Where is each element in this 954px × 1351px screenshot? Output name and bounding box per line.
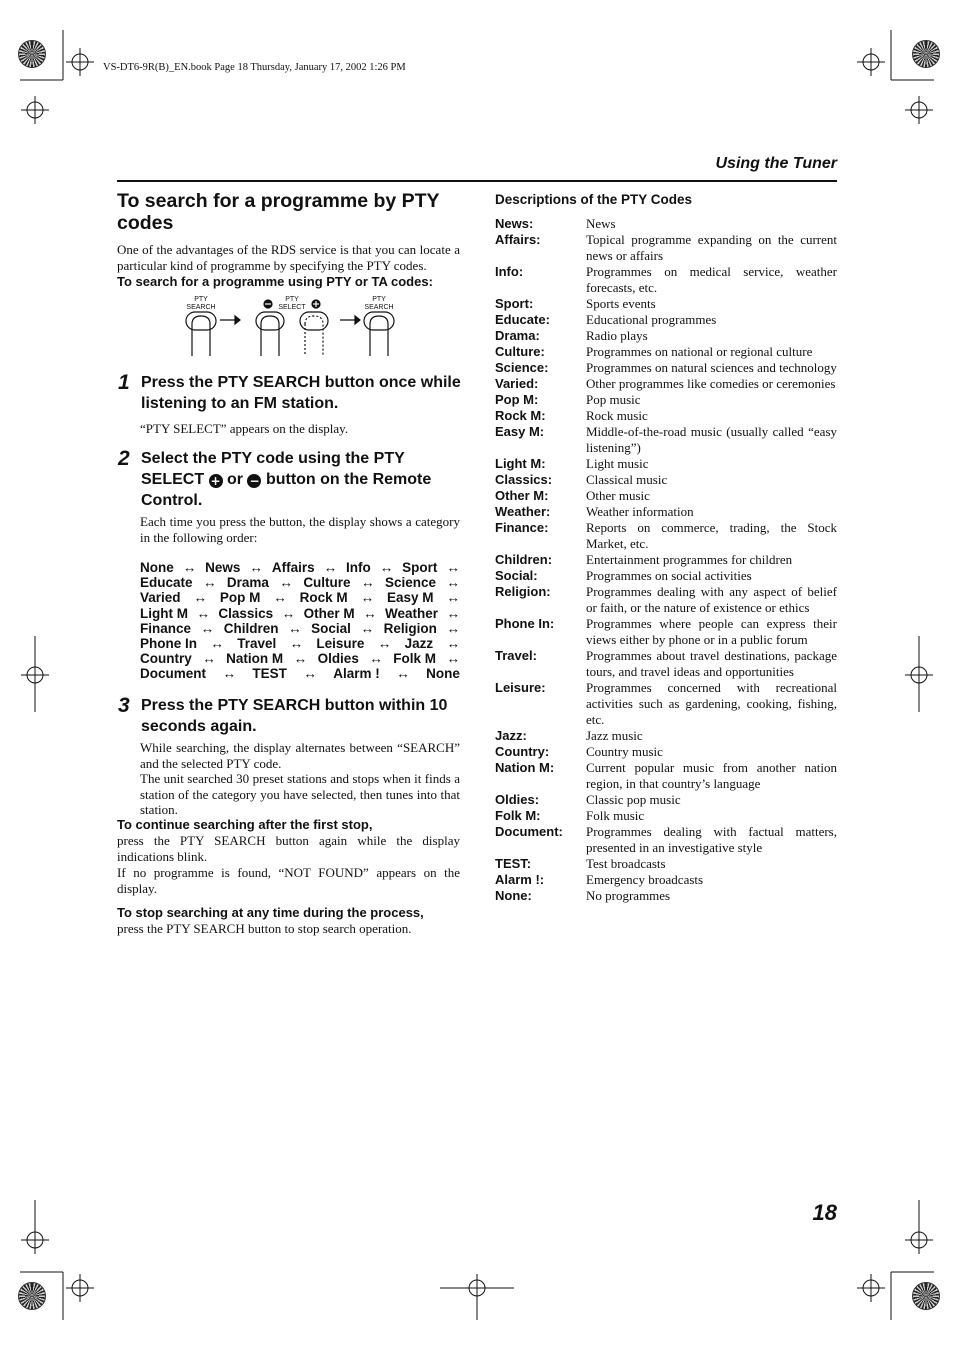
continue-text-1: press the PTY SEARCH button again while the display indications blink. <box>117 833 460 864</box>
description-term: Oldies: <box>495 792 540 807</box>
sequence-item: Light M <box>140 605 188 621</box>
bidirectional-arrow-icon: ↔ <box>202 575 217 591</box>
description-term: Science: <box>495 360 549 375</box>
sequence-item: Children <box>223 620 279 636</box>
description-definition: Programmes on social activities <box>586 568 752 583</box>
button-sequence-figure <box>180 294 400 358</box>
description-row <box>495 616 837 648</box>
sequence-item: Other M <box>303 605 355 621</box>
bidirectional-arrow-icon: ↔ <box>303 666 317 682</box>
bidirectional-arrow-icon: ↔ <box>182 560 197 575</box>
description-term: Children: <box>495 552 553 567</box>
bidirectional-arrow-icon: ↔ <box>377 636 392 652</box>
description-term: Travel: <box>495 648 537 663</box>
description-term: Weather: <box>495 504 551 519</box>
color-dial-mark <box>18 40 46 68</box>
description-term: News: <box>495 216 534 231</box>
sequence-item: Educate <box>140 575 193 591</box>
sequence-line <box>140 666 460 681</box>
step-2-title-a: Select the PTY code using the PTY SELECT <box>141 450 405 488</box>
continue-head: To continue searching after the first stop, <box>117 817 373 832</box>
description-term: Educate: <box>495 312 550 327</box>
description-row <box>495 488 837 504</box>
bidirectional-arrow-icon: ↔ <box>279 575 293 591</box>
description-row <box>495 520 837 552</box>
description-term: Jazz: <box>495 728 527 743</box>
description-definition: Programmes dealing with factual matters, presented in an investigative style <box>586 824 837 855</box>
sequence-item: Religion <box>383 620 437 636</box>
step-3-number: 3 <box>118 694 130 717</box>
step-2-text: Each time you press the button, the display shows a category in the following order: <box>140 514 460 545</box>
step-3-title: Press the PTY SEARCH button within 10 seconds again. <box>141 697 448 735</box>
description-definition: Programmes where people can express their views either by phone or in a public forum <box>586 616 837 647</box>
description-term: Sport: <box>495 296 534 311</box>
description-term: Leisure: <box>495 680 546 695</box>
sequence-item: None <box>140 560 174 575</box>
bidirectional-arrow-icon: ↔ <box>196 605 210 621</box>
description-definition: Current popular music from another nation region, in that country’s language <box>586 760 837 791</box>
description-term: Document: <box>495 824 563 839</box>
sequence-line <box>140 575 460 590</box>
bidirectional-arrow-icon: ↔ <box>281 605 296 621</box>
sequence-item: Leisure <box>316 636 365 652</box>
description-definition: Classic pop music <box>586 792 681 807</box>
description-definition: Other music <box>586 488 650 503</box>
description-row <box>495 232 837 264</box>
sequence-item: Classics <box>218 605 274 621</box>
description-definition: Radio plays <box>586 328 648 343</box>
stop-head: To stop searching at any time during the process, <box>117 905 424 920</box>
descriptions-title: Descriptions of the PTY Codes <box>495 192 693 207</box>
description-term: Affairs: <box>495 232 541 247</box>
bidirectional-arrow-icon: ↔ <box>446 636 460 652</box>
step-1-text: “PTY SELECT” appears on the display. <box>140 421 349 436</box>
bidirectional-arrow-icon: ↔ <box>446 575 460 591</box>
bidirectional-arrow-icon: ↔ <box>293 651 308 667</box>
description-definition: Country music <box>586 744 663 759</box>
description-definition: Programmes about travel destinations, package tours, and travel ideas and opportunities <box>586 648 837 679</box>
sequence-line <box>140 651 460 666</box>
description-term: Country: <box>495 744 550 759</box>
description-row <box>495 808 837 824</box>
sequence-item: Document <box>140 666 207 682</box>
pty-ta-subhead: To search for a programme using PTY or TA codes: <box>117 274 433 289</box>
description-definition: Educational programmes <box>586 312 717 327</box>
description-row <box>495 264 837 296</box>
description-term: Other M: <box>495 488 549 503</box>
step-2-title-or: or <box>227 471 244 488</box>
sequence-line <box>140 606 460 621</box>
description-definition: Programmes concerned with recreational activities such as gardening, cooking, fishing, etc. <box>586 680 837 727</box>
section-header: Using the Tuner <box>715 155 837 172</box>
sequence-item: Jazz <box>404 636 434 652</box>
bidirectional-arrow-icon: ↔ <box>273 590 287 606</box>
sequence-item: Country <box>140 651 192 667</box>
description-definition: Entertainment programmes for children <box>586 552 793 567</box>
sequence-line <box>140 636 460 651</box>
description-row <box>495 408 837 424</box>
pty-sequence <box>140 560 460 682</box>
page-number: 18 <box>812 1200 837 1225</box>
description-row <box>495 360 837 376</box>
sequence-item: Sport <box>402 560 438 575</box>
description-definition: Weather information <box>586 504 694 519</box>
description-term: Pop M: <box>495 392 539 407</box>
sequence-item: Info <box>346 560 371 575</box>
bidirectional-arrow-icon: ↔ <box>446 605 460 621</box>
bidirectional-arrow-icon: ↔ <box>446 620 460 636</box>
description-row <box>495 504 837 520</box>
book-info: VS-DT6-9R(B)_EN.book Page 18 Thursday, January 17, 2002 1:26 PM <box>103 62 406 73</box>
bidirectional-arrow-icon: ↔ <box>222 666 236 682</box>
figure-label-pty: PTY <box>372 296 386 303</box>
bidirectional-arrow-icon: ↔ <box>289 636 304 652</box>
sequence-item: Varied <box>140 590 181 606</box>
description-row <box>495 296 837 312</box>
description-definition: Folk music <box>586 808 645 823</box>
sequence-item: Finance <box>140 620 192 636</box>
description-row <box>495 744 837 760</box>
sequence-line <box>140 621 460 636</box>
sequence-item: Folk M <box>393 651 436 667</box>
bidirectional-arrow-icon: ↔ <box>361 575 375 591</box>
description-term: Rock M: <box>495 408 546 423</box>
description-row <box>495 376 837 392</box>
description-definition: Emergency broadcasts <box>586 872 704 887</box>
bidirectional-arrow-icon: ↔ <box>396 666 410 682</box>
color-dial-mark <box>912 40 940 68</box>
sequence-item: Weather <box>385 605 439 621</box>
sequence-item: Easy M <box>386 590 434 606</box>
sequence-item: Oldies <box>317 651 359 667</box>
minus-icon: − <box>249 474 260 488</box>
description-term: Folk M: <box>495 808 541 823</box>
description-definition: Rock music <box>586 408 648 423</box>
bidirectional-arrow-icon: ↔ <box>193 590 207 606</box>
description-row <box>495 552 837 568</box>
bidirectional-arrow-icon: ↔ <box>363 605 377 621</box>
description-row <box>495 872 837 888</box>
description-row <box>495 760 837 792</box>
intro-paragraph <box>117 242 460 290</box>
description-term: Light M: <box>495 456 546 471</box>
continue-text-2: If no programme is found, “NOT FOUND” appears on the display. <box>117 865 460 896</box>
color-dial-mark <box>912 1282 940 1310</box>
plus-icon: + <box>210 474 221 488</box>
description-definition: Other programmes like comedies or ceremonies <box>586 376 836 391</box>
header-rule <box>117 180 837 182</box>
bidirectional-arrow-icon: ↔ <box>379 560 394 575</box>
sequence-item: Pop M <box>219 590 261 606</box>
step-2-title <box>141 448 461 511</box>
sequence-item: Drama <box>226 575 269 591</box>
description-definition: Topical programme expanding on the current news or affairs <box>586 232 837 263</box>
bidirectional-arrow-icon: ↔ <box>446 560 460 575</box>
description-term: None: <box>495 888 532 903</box>
bidirectional-arrow-icon: ↔ <box>369 651 383 667</box>
sequence-item: Culture <box>303 575 351 591</box>
figure-label-select: SELECT <box>278 304 306 311</box>
description-term: Info: <box>495 264 524 279</box>
step-3-text-1: While searching, the display alternates between “SEARCH” and the selected PTY code. <box>140 740 460 771</box>
description-row <box>495 216 837 232</box>
description-term: Alarm !: <box>495 872 545 887</box>
description-row <box>495 584 837 616</box>
description-term: Culture: <box>495 344 545 359</box>
step-3-text-2: The unit searched 30 preset stations and stops when it finds a station of the category you have selected, then tunes into that station. <box>140 771 460 817</box>
sequence-item: None <box>426 666 460 682</box>
description-term: Phone In: <box>495 616 555 631</box>
sequence-item: Social <box>311 620 351 636</box>
description-row <box>495 856 837 872</box>
bidirectional-arrow-icon: ↔ <box>288 620 302 636</box>
description-definition: Programmes on medical service, weather forecasts, etc. <box>586 264 837 295</box>
description-definition: No programmes <box>586 888 671 903</box>
description-term: Classics: <box>495 472 553 487</box>
description-definition: Sports events <box>586 296 656 311</box>
color-dial-mark <box>18 1282 46 1310</box>
step-1-number: 1 <box>118 371 130 394</box>
description-row <box>495 456 837 472</box>
sequence-item: Affairs <box>271 560 315 575</box>
sequence-item: Science <box>384 575 436 591</box>
description-definition: News <box>586 216 616 231</box>
description-row <box>495 824 837 856</box>
step-2-number: 2 <box>118 447 130 470</box>
figure-label-pty: PTY <box>285 296 299 303</box>
sequence-item: Travel <box>237 636 277 652</box>
bidirectional-arrow-icon: ↔ <box>446 590 460 606</box>
description-row <box>495 728 837 744</box>
page-title: To search for a programme by PTY codes <box>117 190 440 234</box>
description-row <box>495 328 837 344</box>
description-definition: Middle-of-the-road music (usually called “easy listening”) <box>586 424 837 455</box>
sequence-item: Rock M <box>299 590 348 606</box>
bidirectional-arrow-icon: ↔ <box>249 560 263 575</box>
sequence-item: Phone In <box>140 636 197 652</box>
bidirectional-arrow-icon: ↔ <box>200 620 215 636</box>
description-term: Easy M: <box>495 424 545 439</box>
description-row <box>495 888 837 904</box>
description-row <box>495 648 837 680</box>
description-term: Finance: <box>495 520 549 535</box>
sequence-item: TEST <box>252 666 287 682</box>
description-row <box>495 568 837 584</box>
description-definition: Jazz music <box>586 728 643 743</box>
description-row <box>495 472 837 488</box>
bidirectional-arrow-icon: ↔ <box>360 620 375 636</box>
bidirectional-arrow-icon: ↔ <box>446 651 460 667</box>
figure-label-search: SEARCH <box>186 304 216 311</box>
sequence-item: Nation M <box>226 651 284 667</box>
pty-descriptions-list <box>495 216 837 904</box>
description-row <box>495 392 837 408</box>
intro-text: One of the advantages of the RDS service is that you can locate a particular kind of programme by specifying the PTY codes. <box>117 242 460 273</box>
description-definition: Pop music <box>586 392 641 407</box>
figure-label-search: SEARCH <box>364 304 394 311</box>
description-definition: Programmes on natural sciences and technology <box>586 360 837 375</box>
sequence-line <box>140 590 460 605</box>
description-definition: Test broadcasts <box>586 856 666 871</box>
bidirectional-arrow-icon: ↔ <box>202 651 216 667</box>
figure-label-pty: PTY <box>194 296 208 303</box>
description-definition: Programmes on national or regional culture <box>586 344 813 359</box>
stop-text: press the PTY SEARCH button to stop search operation. <box>117 921 412 936</box>
step-1-title: Press the PTY SEARCH button once while listening to an FM station. <box>141 374 461 412</box>
sequence-line <box>140 560 460 575</box>
description-row <box>495 680 837 728</box>
description-definition: Classical music <box>586 472 668 487</box>
description-definition: Reports on commerce, trading, the Stock Market, etc. <box>586 520 837 551</box>
description-term: Social: <box>495 568 538 583</box>
description-row <box>495 312 837 328</box>
step-2-title-b: button on the Remote Control. <box>141 471 432 509</box>
sequence-item: Alarm ! <box>333 666 380 682</box>
description-term: Drama: <box>495 328 540 343</box>
bidirectional-arrow-icon: ↔ <box>360 590 375 606</box>
description-term: Nation M: <box>495 760 555 775</box>
description-term: Varied: <box>495 376 539 391</box>
description-row <box>495 424 837 456</box>
description-term: TEST: <box>495 856 532 871</box>
description-row <box>495 792 837 808</box>
bidirectional-arrow-icon: ↔ <box>210 636 224 652</box>
sequence-item: News <box>205 560 241 575</box>
description-term: Religion: <box>495 584 551 599</box>
description-definition: Programmes dealing with any aspect of belief or faith, or the nature of existence or ethics <box>586 584 837 615</box>
description-row <box>495 344 837 360</box>
bidirectional-arrow-icon: ↔ <box>323 560 338 575</box>
description-definition: Light music <box>586 456 649 471</box>
